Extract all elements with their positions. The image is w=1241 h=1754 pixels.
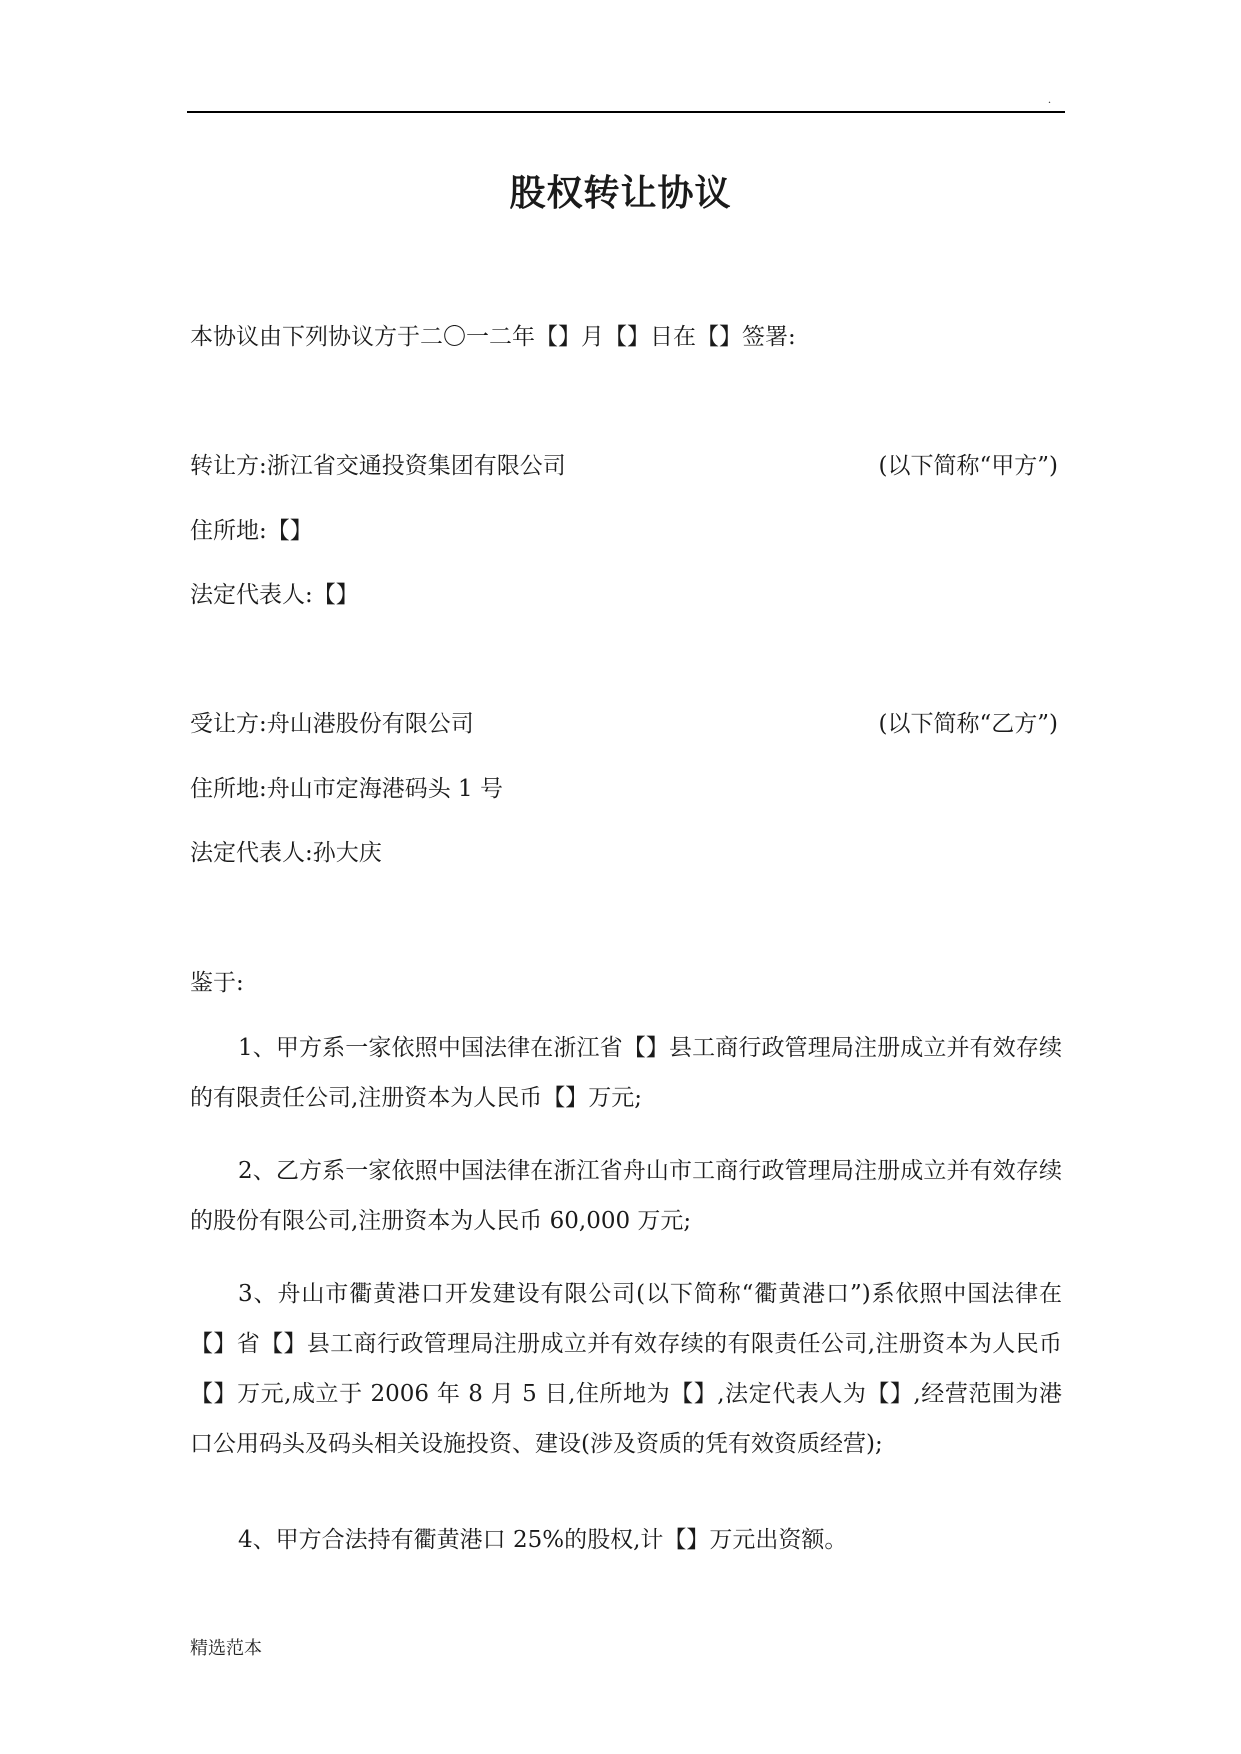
party-a-rep: 法定代表人:【】 <box>190 582 359 608</box>
header-rule <box>187 111 1065 113</box>
party-b-alias: (以下简称“乙方”) <box>878 711 1058 737</box>
clause-3: 3、舟山市衢黄港口开发建设有限公司(以下简称“衢黄港口”)系依照中国法律在【】省【】县工商行政管理局注册成立并有效存续的有限责任公司,注册资本为人民币【】万元,成立于 2006 年 8 月 5 日,住所地为【】,法定代表人为【】,经营范围为港口公用码头及码头相关设施投资、建设(涉及资质的凭有效资质经营); <box>190 1281 1062 1457</box>
party-a-name: 转让方:浙江省交通投资集团有限公司 <box>190 453 566 479</box>
clause-4: 4、甲方合法持有衢黄港口 25%的股权,计【】万元出资额。 <box>238 1527 848 1553</box>
party-b-rep: 法定代表人:孙大庆 <box>190 840 382 866</box>
party-b-line <box>190 709 1062 739</box>
clause-1: 1、甲方系一家依照中国法律在浙江省【】县工商行政管理局注册成立并有效存续的有限责任公司,注册资本为人民币【】万元; <box>190 1035 1062 1111</box>
party-a-address: 住所地:【】 <box>190 518 313 544</box>
intro-line: 本协议由下列协议方于二〇一二年【】月【】日在【】签署: <box>190 324 796 350</box>
party-a-alias: (以下简称“甲方”) <box>878 453 1058 479</box>
whereas-label: 鉴于: <box>190 970 244 996</box>
party-a-line <box>190 451 1062 481</box>
footer-label: 精选范本 <box>190 1638 262 1659</box>
clause-2: 2、乙方系一家依照中国法律在浙江省舟山市工商行政管理局注册成立并有效存续的股份有限公司,注册资本为人民币 60,000 万元; <box>190 1158 1062 1234</box>
header-mark: . <box>1048 92 1051 106</box>
party-b-address: 住所地:舟山市定海港码头 1 号 <box>190 776 504 802</box>
party-b-name: 受让方:舟山港股份有限公司 <box>190 711 474 737</box>
document-title: 股权转让协议 <box>509 173 732 214</box>
